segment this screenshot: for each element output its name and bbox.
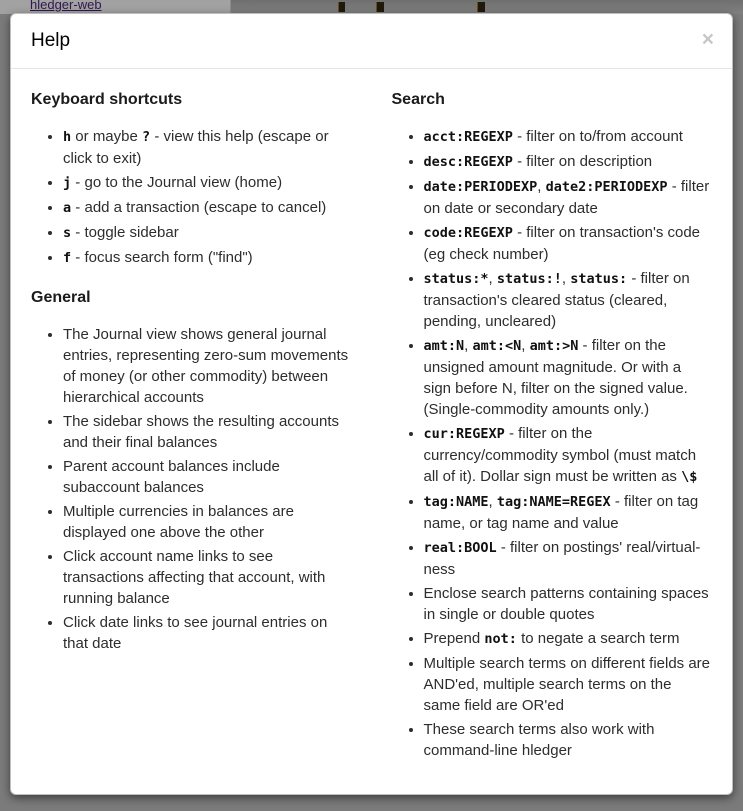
- list-item: [424, 423, 713, 488]
- list-item-text: ,: [464, 337, 473, 354]
- section-title-search: Search: [391, 91, 445, 108]
- code-term: real:BOOL: [423, 540, 497, 556]
- section-general: [31, 287, 352, 654]
- list-item-text: to negate a search term: [516, 630, 680, 647]
- list-item-text: ,: [521, 337, 530, 354]
- list-item-text: ,: [561, 270, 571, 287]
- list-item-text: Click date links to see journal entries on that date: [63, 614, 328, 652]
- help-right-column: [372, 89, 713, 771]
- list-item-text: Multiple search terms on different fields are AND'ed, multiple search terms on the same field are OR'ed: [423, 655, 711, 714]
- list-item-text: - view this help (escape or click to exit): [63, 128, 329, 167]
- list-item: [424, 176, 713, 219]
- list-item-text: The sidebar shows the resulting accounts and their final balances: [63, 413, 339, 451]
- list-item-text: Multiple currencies in balances are displayed one above the other: [63, 503, 294, 541]
- list-item-text: - filter on date or secondary date: [423, 178, 710, 217]
- list-item-text: ,: [488, 493, 497, 510]
- list-item: [424, 268, 713, 332]
- list-item: [63, 324, 352, 408]
- list-item-text: - filter on transaction's cleared status (cleared, pending, uncleared): [423, 270, 690, 330]
- code-term: h: [63, 129, 72, 145]
- hledger-web-link[interactable]: hledger-web: [30, 0, 102, 12]
- list-item-text: - go to the Journal view (home): [71, 174, 283, 191]
- code-term: f: [63, 250, 72, 266]
- page-heading-fragment: [376, 2, 384, 12]
- code-term: status:!: [496, 271, 562, 287]
- code-term: tag:NAME=REGEX: [496, 494, 611, 510]
- code-term: cur:REGEXP: [423, 426, 505, 442]
- list-item: [63, 197, 352, 219]
- page-heading-fragment: [338, 2, 345, 12]
- code-term: ?: [142, 129, 151, 145]
- code-term: a: [63, 200, 72, 216]
- list-item: [63, 501, 352, 543]
- code-term: status:: [570, 271, 628, 287]
- list-item: [424, 628, 713, 650]
- list-item-text: ,: [488, 270, 497, 287]
- list-item-text: - focus search form ("find"): [71, 249, 253, 266]
- code-term: code:REGEXP: [423, 225, 513, 241]
- help-modal: [10, 13, 733, 795]
- help-modal-header: [11, 14, 732, 69]
- list-item: [63, 612, 352, 654]
- help-modal-body: [11, 69, 732, 791]
- list-item: [424, 126, 713, 148]
- list-item-text: - filter on the currency/commodity symbol (must match all of it). Dollar sign must be written as: [423, 425, 697, 485]
- list-item-text: Click account name links to see transactions affecting that account, with running balance: [63, 548, 326, 607]
- list-item: [424, 335, 713, 420]
- list-item-text: - filter on postings' real/virtual-ness: [423, 539, 701, 578]
- modal-backdrop[interactable]: [0, 0, 743, 14]
- list-item: [424, 151, 713, 173]
- keyboard-shortcuts-list: [31, 126, 352, 269]
- section-search: [392, 89, 713, 761]
- code-term: j: [63, 175, 72, 191]
- code-term: not:: [484, 631, 517, 647]
- code-term: s: [63, 225, 72, 241]
- code-term: desc:REGEXP: [423, 154, 513, 170]
- code-term: amt:<N: [472, 338, 522, 354]
- list-item: [63, 222, 352, 244]
- list-item-text: ,: [537, 178, 546, 195]
- close-icon[interactable]: ×: [701, 28, 714, 51]
- list-item-text: Prepend: [423, 630, 485, 647]
- list-item-text: These search terms also work with command-line hledger: [423, 721, 655, 759]
- code-term: amt:>N: [529, 338, 579, 354]
- list-item: [424, 222, 713, 265]
- list-item: [63, 247, 352, 269]
- section-title-keyboard-shortcuts: Keyboard shortcuts: [31, 91, 183, 108]
- list-item-text: - filter on transaction's code (eg check number): [423, 224, 701, 263]
- list-item: [424, 537, 713, 580]
- help-modal-title: Help: [31, 30, 71, 51]
- code-term: tag:NAME: [423, 494, 489, 510]
- code-term: amt:N: [423, 338, 465, 354]
- page-heading-fragment: [477, 2, 485, 12]
- list-item: [63, 172, 352, 194]
- list-item-text: The Journal view shows general journal entries, representing zero-sum movements of money (or other commodity) between hierarchical accounts: [63, 326, 349, 406]
- help-left-column: [31, 89, 372, 771]
- list-item: [424, 583, 713, 625]
- code-term: date2:PERIODEXP: [545, 179, 668, 195]
- list-item-text: - add a transaction (escape to cancel): [71, 199, 327, 216]
- list-item: [63, 411, 352, 453]
- list-item-text: Enclose search patterns containing spaces in single or double quotes: [423, 585, 709, 623]
- list-item-text: or maybe: [71, 128, 143, 145]
- list-item-text: - filter on the unsigned amount magnitude. Or with a sign before N, filter on the signed value. (Single-commodity amounts only.): [423, 337, 688, 418]
- page-sidebar-fragment: [0, 0, 231, 14]
- list-item: [63, 546, 352, 609]
- search-list: [392, 126, 713, 761]
- list-item-text: - filter on tag name, or tag name and value: [423, 493, 699, 532]
- list-item-text: - toggle sidebar: [71, 224, 179, 241]
- list-item-text: Parent account balances include subaccount balances: [63, 458, 280, 496]
- code-term: \$: [681, 469, 698, 485]
- general-list: [31, 324, 352, 654]
- code-term: status:*: [423, 271, 489, 287]
- list-item: [424, 653, 713, 716]
- list-item: [63, 456, 352, 498]
- list-item-text: - filter on description: [512, 153, 653, 170]
- section-keyboard-shortcuts: [31, 89, 352, 269]
- section-title-general: General: [31, 289, 91, 306]
- list-item: [63, 126, 352, 169]
- code-term: date:PERIODEXP: [423, 179, 538, 195]
- list-item: [424, 491, 713, 534]
- list-item-text: - filter on to/from account: [512, 128, 683, 145]
- list-item: [424, 719, 713, 761]
- code-term: acct:REGEXP: [423, 129, 513, 145]
